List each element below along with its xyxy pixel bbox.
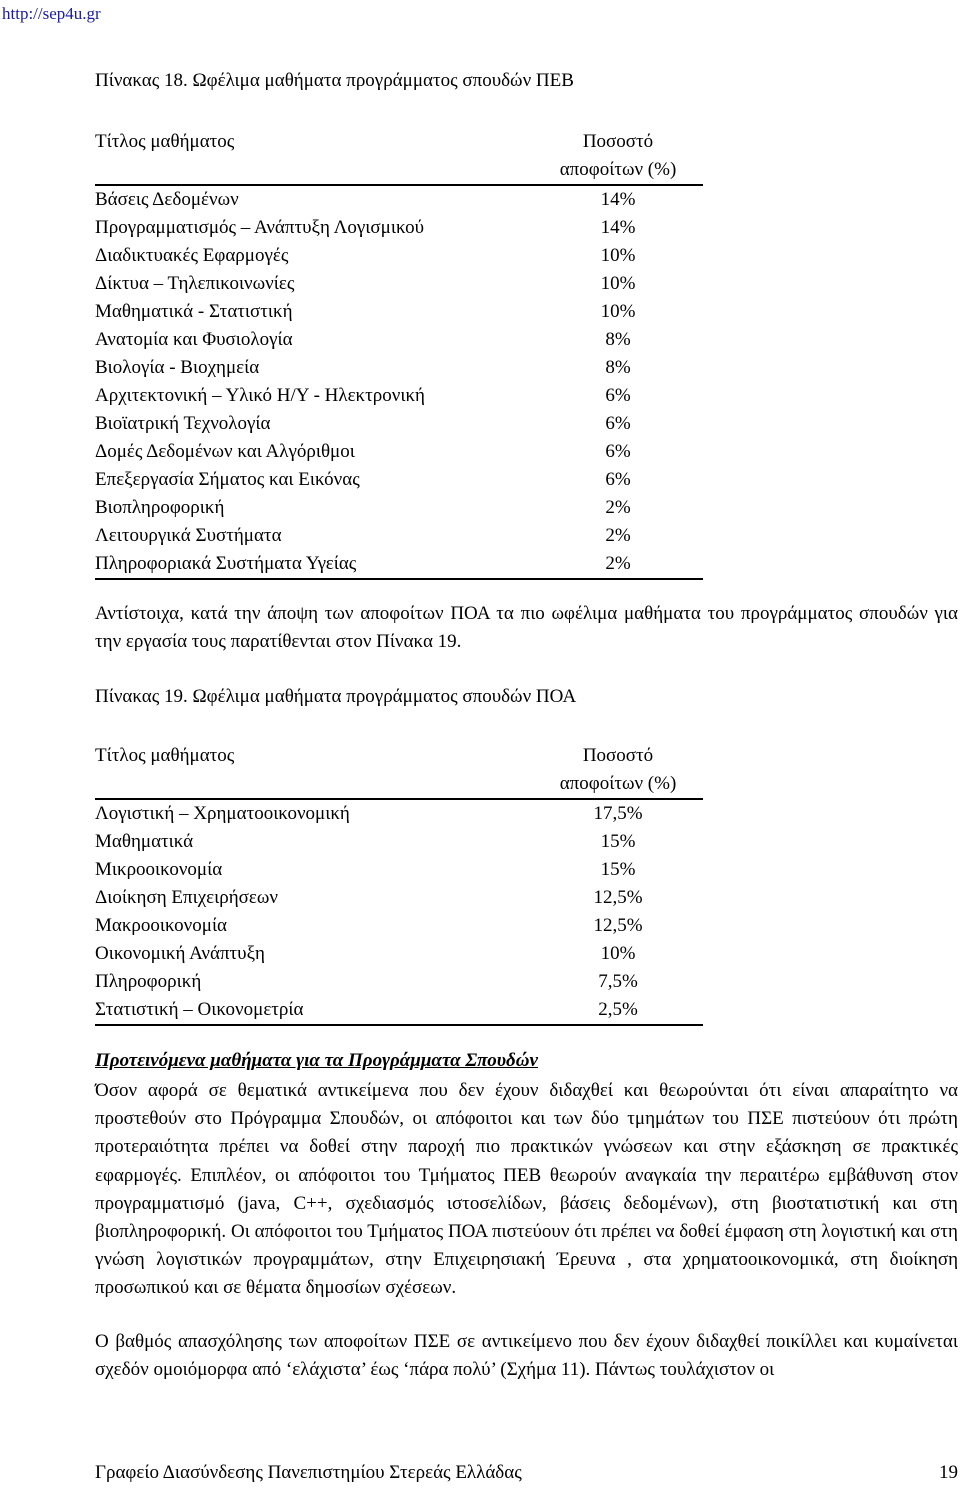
table-18-row (95, 438, 703, 466)
table-19-row (95, 828, 703, 856)
table-18-course-cell: Βιοπληροφορική (95, 497, 225, 518)
table-18-percent-cell: 10% (600, 301, 636, 322)
table-18-row (95, 354, 703, 382)
table-19-row (95, 940, 703, 968)
table-18-col-percent (533, 128, 703, 185)
table-19-header-row (95, 742, 703, 799)
table-18-row (95, 242, 703, 270)
table-18-percent-cell: 8% (605, 329, 631, 350)
table-19-caption: Πίνακας 19. Ωφέλιμα μαθήματα προγράμματος σπουδών ΠΟΑ (95, 686, 577, 707)
section-heading: Προτεινόμενα μαθήματα για τα Προγράμματα Σπουδών (95, 1050, 538, 1071)
table-18-row (95, 298, 703, 326)
table-18-course-cell: Δίκτυα – Τηλεπικοινωνίες (95, 273, 295, 294)
table-18-row (95, 550, 703, 579)
table-18-row (95, 382, 703, 410)
table-18-header-row (95, 128, 703, 185)
table-19-percent-cell: 17,5% (593, 803, 643, 824)
table-18-course-cell: Βιολογία - Βιοχημεία (95, 357, 260, 378)
table-19-course-cell: Μαθηματικά (95, 831, 194, 852)
table-18-row (95, 326, 703, 354)
table-19-percent-cell: 15% (600, 859, 636, 880)
table-18-percent-cell: 10% (600, 273, 636, 294)
table-19-course-cell: Πληροφορική (95, 971, 202, 992)
table-18-course-cell: Δομές Δεδομένων και Αλγόριθμοι (95, 441, 355, 462)
table-19-percent-cell: 12,5% (593, 915, 643, 936)
table-19-course-cell: Οικονομική Ανάπτυξη (95, 943, 265, 964)
intro-paragraph: Αντίστοιχα, κατά την άποψη των αποφοίτων ΠΟΑ τα πιο ωφέλιμα μαθήματα του προγράμματος σπουδών για την εργασία τους παρατίθενται στον Πίνακα 19. (95, 603, 958, 653)
table-19-percent-cell: 10% (600, 943, 636, 964)
table-18-row (95, 214, 703, 242)
table-19-row (95, 912, 703, 940)
table-19-col-percent-line2: αποφοίτων (%) (559, 773, 677, 794)
table-18-course-cell: Προγραμματισμός – Ανάπτυξη Λογισμικού (95, 217, 425, 238)
footer-office-name: Γραφείο Διασύνδεσης Πανεπιστημίου Στερεάς Ελλάδας (95, 1462, 522, 1483)
table-18-course-cell: Βιοϊατρική Τεχνολογία (95, 413, 271, 434)
table-19-col-percent (533, 742, 703, 799)
header-url-link[interactable]: http://sep4u.gr (2, 4, 101, 23)
table-19-row (95, 968, 703, 996)
table-18-course-cell: Ανατομία και Φυσιολογία (95, 329, 293, 350)
page-footer (95, 1462, 960, 1484)
table-19 (95, 742, 703, 1026)
table-18 (95, 128, 703, 580)
table-18-row (95, 270, 703, 298)
page-number: 19 (939, 1462, 958, 1483)
table-18-percent-cell: 8% (605, 357, 631, 378)
table-18-col-percent-line2: αποφοίτων (%) (559, 159, 677, 180)
table-18-row (95, 522, 703, 550)
table-18-percent-cell: 6% (605, 385, 631, 406)
table-18-row (95, 185, 703, 214)
table-18-course-cell: Διαδικτυακές Εφαρμογές (95, 245, 289, 266)
table-19-row (95, 799, 703, 828)
table-19-row (95, 996, 703, 1025)
table-18-course-cell: Λειτουργικά Συστήματα (95, 525, 282, 546)
table-19-row (95, 884, 703, 912)
table-18-col-title: Τίτλος μαθήματος (95, 131, 235, 152)
body-paragraph-2: Ο βαθμός απασχόλησης των αποφοίτων ΠΣΕ σε αντικείμενο που δεν έχουν διδαχθεί ποικίλλει και κυμαίνεται σχεδόν ομοιόμορφα από ‘ελάχιστα’ έως ‘πάρα πολύ’ (Σχήμα 11). Πάντως τουλάχιστον οι (95, 1331, 958, 1381)
table-19-percent-cell: 7,5% (598, 971, 638, 992)
table-18-caption: Πίνακας 18. Ωφέλιμα μαθήματα προγράμματος σπουδών ΠΕΒ (95, 70, 574, 91)
table-18-percent-cell: 2% (605, 525, 631, 546)
table-18-row (95, 410, 703, 438)
table-19-course-cell: Διοίκηση Επιχειρήσεων (95, 887, 278, 908)
table-19-course-cell: Μακροοικονομία (95, 915, 228, 936)
table-18-course-cell: Βάσεις Δεδομένων (95, 189, 239, 210)
table-19-percent-cell: 15% (600, 831, 636, 852)
table-19-course-cell: Λογιστική – Χρηματοοικονομική (95, 803, 350, 824)
table-18-course-cell: Επεξεργασία Σήματος και Εικόνας (95, 469, 360, 490)
table-19-course-cell: Στατιστική – Οικονομετρία (95, 999, 304, 1020)
table-18-percent-cell: 6% (605, 441, 631, 462)
table-18-percent-cell: 14% (600, 217, 636, 238)
table-18-percent-cell: 2% (605, 497, 631, 518)
table-18-course-cell: Μαθηματικά - Στατιστική (95, 301, 293, 322)
table-18-percent-cell: 2% (605, 553, 631, 574)
table-19-percent-cell: 2,5% (598, 999, 638, 1020)
table-19-col-title: Τίτλος μαθήματος (95, 745, 235, 766)
table-18-course-cell: Αρχιτεκτονική – Υλικό Η/Υ - Ηλεκτρονική (95, 385, 425, 406)
table-19-col-percent-line1: Ποσοστό (582, 745, 654, 766)
table-18-percent-cell: 14% (600, 189, 636, 210)
table-18-percent-cell: 6% (605, 413, 631, 434)
table-18-percent-cell: 6% (605, 469, 631, 490)
table-18-course-cell: Πληροφοριακά Συστήματα Υγείας (95, 553, 357, 574)
body-paragraph-1: Όσον αφορά σε θεματικά αντικείμενα που δεν έχουν διδαχθεί και θεωρούνται ότι είναι απαραίτητο να προστεθούν στο Πρόγραμμα Σπουδών, οι απόφοιτοι και των δύο τμημάτων του ΠΣΕ πιστεύουν ότι πρώτη προτεραιότητα πρέπει να δοθεί στην παροχή πιο πρακτικών γνώσεων και στην εξάσκηση σε πρακτικές εφαρμογές. Επιπλέον, οι απόφοιτοι του Τμήματος ΠΕΒ θεωρούν αναγκαία την περαιτέρω εμβάθυνση στον προγραμματισμό (java, C++, σχεδιασμός ιστοσελίδων, βάσεις δεδομένων), στη βιοστατιστική και στη βιοπληροφορική. Οι απόφοιτοι του Τμήματος ΠΟΑ πιστεύουν ότι πρέπει να δοθεί έμφαση στη λογιστική και στη γνώση λογιστικών προγραμμάτων, στην Επιχειρησιακή Έρευνα , στα χρηματοοικονομικά, στη διοίκηση προσωπικού και σε θέματα δημοσίων σχέσεων. (95, 1080, 958, 1299)
table-19-course-cell: Μικροοικονομία (95, 859, 223, 880)
table-18-col-percent-line1: Ποσοστό (582, 131, 654, 152)
table-18-row (95, 494, 703, 522)
table-19-percent-cell: 12,5% (593, 887, 643, 908)
table-19-row (95, 856, 703, 884)
table-18-percent-cell: 10% (600, 245, 636, 266)
table-18-row (95, 466, 703, 494)
